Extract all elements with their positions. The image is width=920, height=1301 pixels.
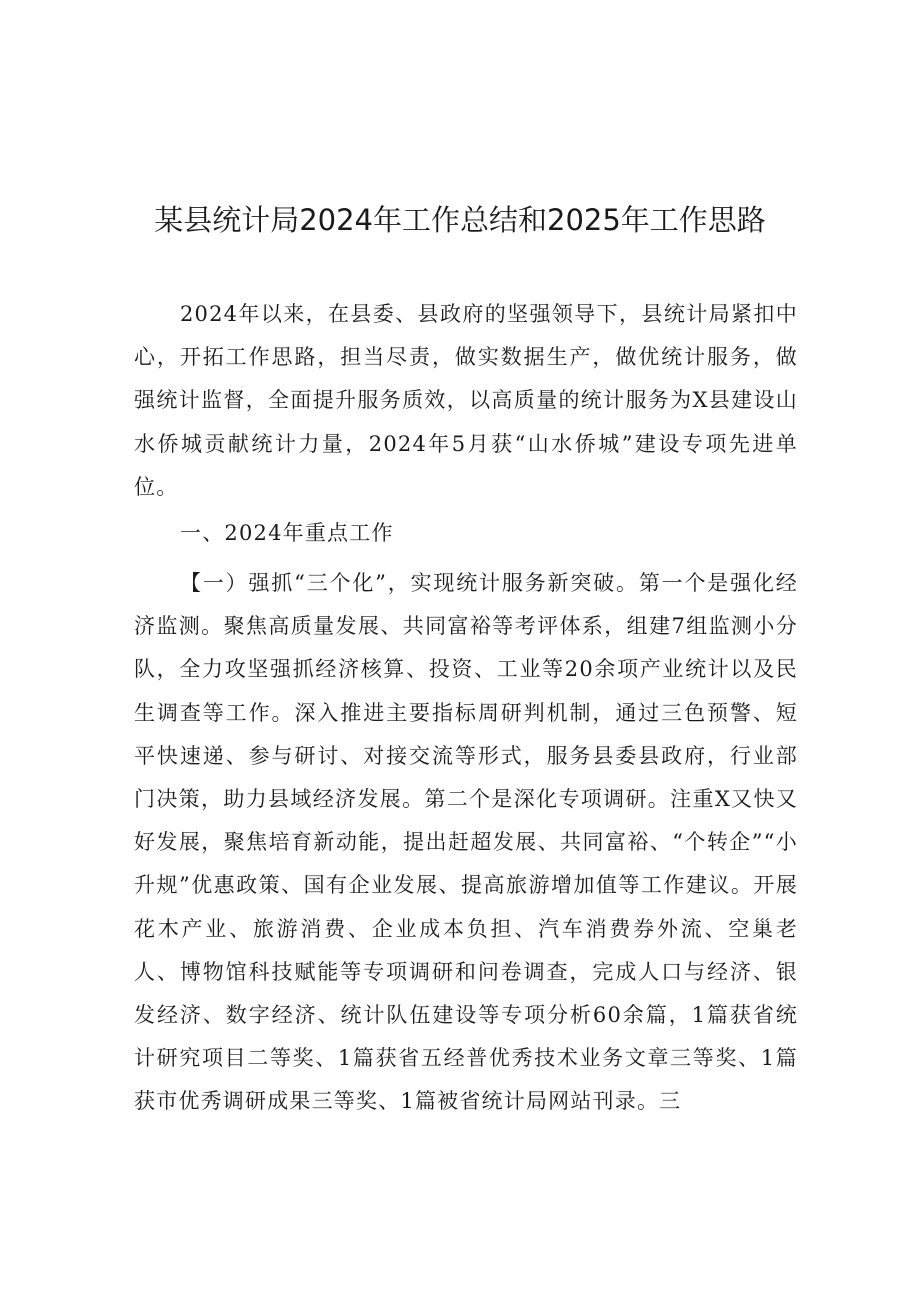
document-title: 某县统计局2024年工作总结和2025年工作思路 bbox=[154, 203, 766, 237]
intro-paragraph: 2024年以来，在县委、县政府的坚强领导下，县统计局紧扣中心，开拓工作思路，担当尽责，做实数据生产，做优统计服务，做强统计监督，全面提升服务质效，以高质量的统计服务为X县建设山水侨城贡献统计力量，2024年5月获“山水侨城”建设专项先进单位。 bbox=[134, 302, 798, 499]
section-heading: 一、2024年重点工作 bbox=[180, 521, 394, 545]
section-paragraph: 【一）强抓“三个化”，实现统计服务新突破。第一个是强化经济监测。聚焦高质量发展、共同富裕等考评体系，组建7组监测小分队，全力攻坚强抓经济核算、投资、工业等20余项产业统计以及民生调查等工作。深入推进主要指标周研判机制，通过三色预警、短平快速递、参与研讨、对接交流等形式，服务县委县政府，行业部门决策，助力县域经济发展。第二个是深化专项调研。注重X又快又好发展，聚焦培育新动能，提出赶超发展、共同富裕、“个转企”“小升规”优惠政策、国有企业发展、提高旅游增加值等工作建议。开展花木产业、旅游消费、企业成本负担、汽车消费券外流、空巢老人、博物馆科技赋能等专项调研和问卷调查，完成人口与经济、银发经济、数字经济、统计队伍建设等专项分析60余篇，1篇获省统计研究项目二等奖、1篇获省五经普优秀技术业务文章三等奖、1篇获市优秀调研成果三等奖、1篇被省统计局网站刊录。三 bbox=[134, 571, 798, 1114]
